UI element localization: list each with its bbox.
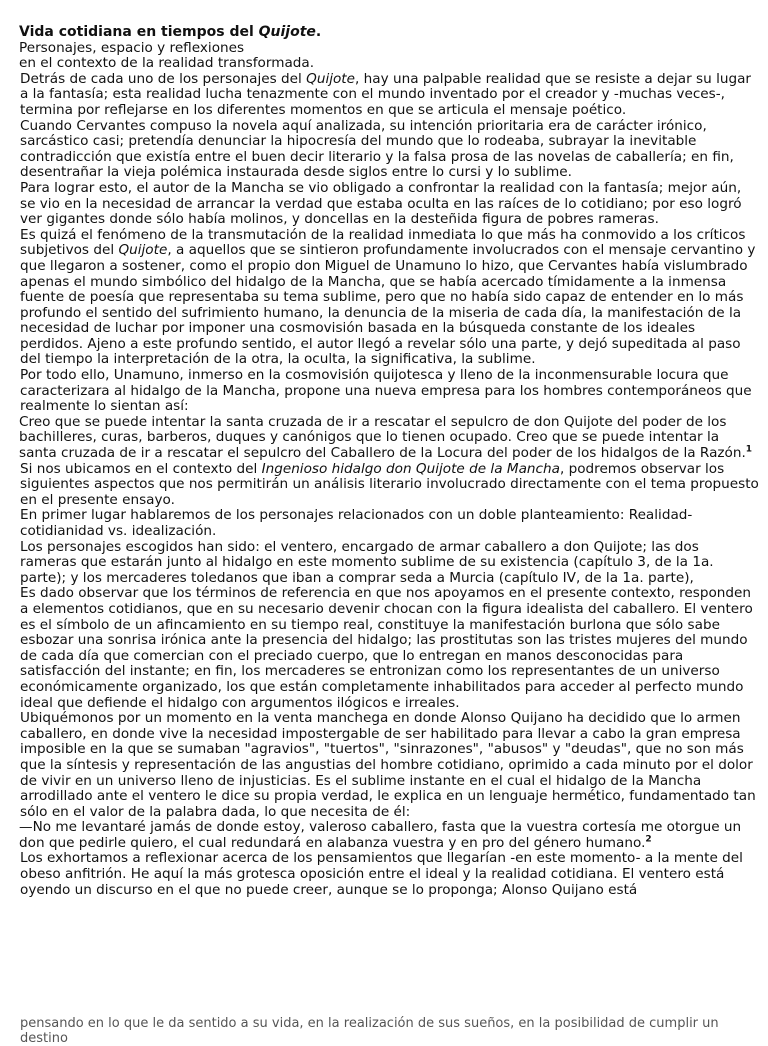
paragraph-1: Detrás de cada uno de los personajes del Quijote, hay una palpable realidad que se resiste a dejar su lugar a la fantasía; esta realidad lucha tenazmente con el mundo inventado por el creador y -muchas veces-, termina por reflejarse en los diferentes momentos en que se articula el mensaje poético. [20,70,752,118]
paragraph-6: Si nos ubicamos en el contexto del Ingenioso hidalgo don Quijote de la Mancha, podremos observar los siguientes aspectos que nos permitirán un análisis literario involucrado directamente con el tema propuesto en el presente ensayo. [20,460,759,508]
footnote-marker-1: 1 [745,444,753,455]
document-subtitle-1: Personajes, espacio y reflexiones [19,39,245,56]
document-title [19,25,759,41]
title-period: . [315,24,322,40]
paragraph-9: Es dado observar que los términos de referencia en que nos apoyamos en el presente contexto, responden a elementos cotidianos, que en su necesario devenir chocan con la figura idealista del caballero. El ventero es el símbolo de un afincamiento en su tiempo real, constituye la manifestación burlona que sólo sabe esbozar una sonrisa irónica ante la presencia del hidalgo; las prostitutas son las tristes mujeres del mundo de cada día que comercian con el preciado cuerpo, que lo entregan en manos desconocidas para satisfacción del instante; en fin, los mercaderes se entronizan como los representantes de un universo económicamente organizado, los que están completamente inhabilitados para acceder al perfecto mundo ideal que defiende el hidalgo con argumentos ilógicos e irreales. [20,585,753,711]
block-quote-unamuno: Creo que se puede intentar la santa cruzada de ir a rescatar el sepulcro de don Quijote del poder de los bachilleres, curas, barberos, duques y canónigos que lo tienen ocupado. Creo que se puede intentar la santa cruzada de ir a rescatar el sepulcro del Caballero de la Locura del poder de los hidalgos de la Razón.$^1$ [19,413,753,462]
paragraph-8: Los personajes escogidos han sido: el ventero, encargado de armar caballero a don Quijote; las dos rameras que estarán junto al hidalgo en este momento sublime de su existencia (capítulo 3, de la 1a. parte); y los mercaderes toledanos que iban a comprar seda a Murcia (capítulo IV, de la 1a. parte), [20,538,714,586]
paragraph-10: Ubiquémonos por un momento en la venta manchega en donde Alonso Quijano ha decidido que lo armen caballero, en donde vive la necesidad impostergable de ser habilitado para llevar a cabo la gran empresa imposible en la que se sumaban "agravios", "tuertos", "sinrazones", "abusos" y "deudas", que no son más que la síntesis y representación de las angustias del hombre cotidiano, oprimido a cada minuto por el dolor de vivir en un universo lleno de injusticias. Es el sublime instante en el cual el hidalgo de la Mancha arrodillado ante el ventero le dice su propia verdad, le explica en un lenguaje hermético, fundamentado tan sólo en el valor de la palabra dada, lo que necesita de él: [20,710,756,820]
paragraph-5: Por todo ello, Unamuno, inmerso en la cosmovisión quijotesca y lleno de la inconmensurable locura que caracterizara al hidalgo de la Mancha, propone una nueva empresa para los hombres contemporáneos que realmente lo sientan así: [20,367,752,415]
title-text: Vida cotidiana en tiempos del [19,24,259,40]
cutoff-text-line: pensando en lo que le da sentido a su vida, en la realización de sus sueños, en la posibilidad de cumplir un destino [20,1016,719,1046]
paragraph-4: Es quizá el fenómeno de la transmutación de la realidad inmediata lo que más ha conmovido a los críticos subjetivos del Quijote, a aquellos que se sintieron profundamente involucrados con el mensaje cervantino y que llegaron a sostener, como el propio don Miguel de Unamuno lo hizo, que Cervantes había vislumbrado apenas el mundo simbólico del hidalgo de la Mancha, que se había acercado tímidamente a la inmensa fuente de poesía que representaba su tema sublime, pero que no había sido capaz de entender en lo más profundo el sentido del sufrimiento humano, la denuncia de la miseria de cada día, la manifestación de la necesidad de luchar por imponer una cosmovisión basada en la búsqueda constante de los ideales perdidos. Ajeno a este profundo sentido, el autor llegó a revelar sólo una parte, y dejó supeditada al paso del tiempo la interpretación de la otra, la oculta, la significativa, la sublime. [20,226,756,368]
document-subtitle-2: en el contexto de la realidad transformada. [19,55,315,72]
paragraph-2: Cuando Cervantes compuso la novela aquí analizada, su intención prioritaria era de carácter irónico, sarcástico casi; pretendía denunciar la hipocresía del mundo que lo rodeaba, subrayar la inevitable contradicción que existía entre el buen decir literario y la falsa prosa de las novelas de caballería; en fin, desentrañar la vieja polémica instaurada desde siglos entre lo cursi y lo sublime. [20,117,734,181]
footnote-marker-2: 2 [645,834,652,845]
paragraph-7: En primer lugar hablaremos de los personajes relacionados con un doble planteamiento: Realidad-cotidianidad vs. idealización. [20,507,693,539]
paragraph-11: Los exhortamos a reflexionar acerca de los pensamientos que llegarían -en este momento- a la mente del obeso anfitrión. He aquí la más grotesca oposición entre el ideal y la realidad cotidiana. El ventero está oyendo un discurso en el que no puede creer, aunque se lo proponga; Alonso Quijano está [20,850,743,898]
block-quote-quijote: —No me levantaré jamás de donde estoy, valeroso caballero, fasta que la vuestra cortesía me otorgue un don que pedirle quiero, el cual redundará en alabanza vuestra y en pro del género humano.$^2$ [19,819,742,851]
title-italic: Quijote [258,24,316,40]
document-page [19,25,759,898]
paragraph-3: Para lograr esto, el autor de la Mancha se vio obligado a confrontar la realidad con la fantasía; mejor aún, se vio en la necesidad de arrancar la verdad que estaba oculta en las raíces de lo cotidiano; por eso logró ver gigantes donde sólo había molinos, y doncellas en la desteñida figura de pobres rameras. [20,179,742,228]
